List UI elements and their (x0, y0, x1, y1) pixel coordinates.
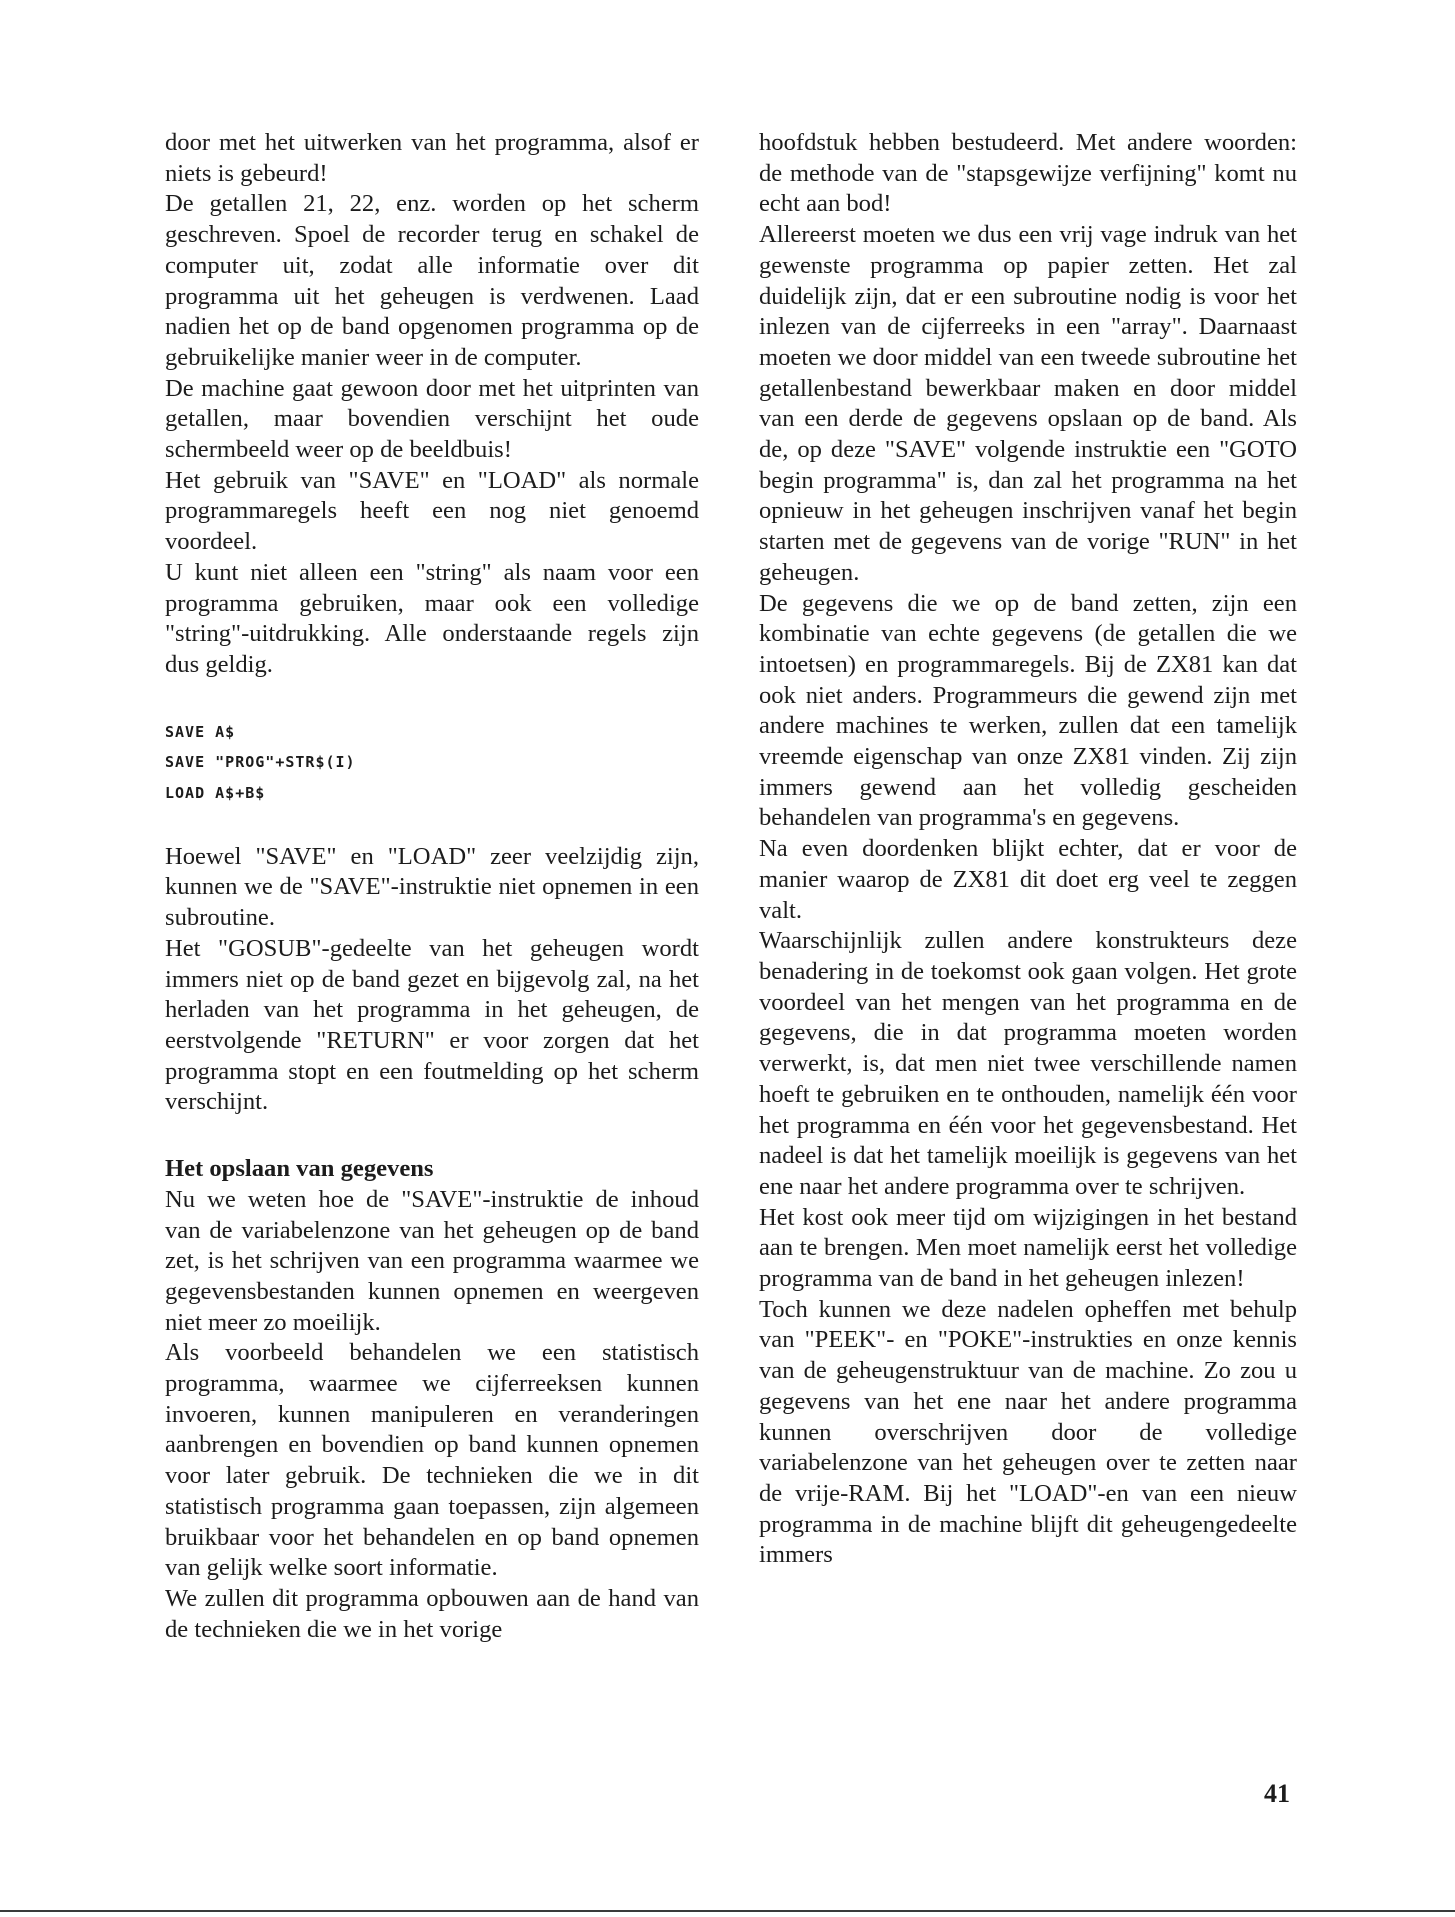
left-column (165, 128, 699, 1645)
bottom-rule (0, 1910, 1455, 1912)
paragraph: door met het uitwerken van het programma, alsof er niets is gebeurd! (165, 129, 699, 187)
code-line: SAVE "PROG"+STR$(I) (165, 753, 356, 772)
paragraph: hoofdstuk hebben bestudeerd. Met andere woorden: de methode van de "stapsgewijze verfijning" komt nu echt aan bod! (759, 129, 1297, 218)
paragraph: De machine gaat gewoon door met het uitprinten van getallen, maar bovendien verschijnt het oude schermbeeld weer op de beeldbuis! (165, 374, 699, 464)
paragraph: De getallen 21, 22, enz. worden op het scherm geschreven. Spoel de recorder terug en schakel de computer uit, zodat alle informatie over dit programma uit het geheugen is verdwenen. Laad nadien het op de band opgenomen programma op de gebruikelijke manier weer in de computer. (165, 190, 699, 371)
paragraph: We zullen dit programma opbouwen aan de hand van de technieken die we in het vorige (165, 1584, 699, 1643)
paragraph: Na even doordenken blijkt echter, dat er voor de manier waarop de ZX81 dit doet erg veel te zeggen valt. (759, 835, 1297, 924)
paragraph: Hoewel "SAVE" en "LOAD" zeer veelzijdig zijn, kunnen we de "SAVE"-instruktie niet opnemen in een subroutine. (165, 842, 699, 932)
code-line: LOAD A$+B$ (165, 784, 266, 803)
code-listing (165, 717, 699, 809)
paragraph: De gegevens die we op de band zetten, zijn een kombinatie van echte gegevens (de getallen die we intoetsen) en programmaregels. Bij de ZX81 kan dat ook niet anders. Programmeurs die gewend zijn met andere machines te werken, zullen dat een tamelijk vreemde eigenschap van onze ZX81 vinden. Zij zijn immers gewend aan het volledig gescheiden behandelen van programma's en gegevens. (759, 589, 1297, 832)
paragraph: Allereerst moeten we dus een vrij vage indruk van het gewenste programma op papier zetten. Het zal duidelijk zijn, dat er een subroutine nodig is voor het inlezen van de cijferreeks in een "array". Daarnaast moeten we door middel van een tweede subroutine het getallenbestand bewerkbaar maken en door middel van een derde de gegevens opslaan op de band. Als de, op deze "SAVE" volgende instruktie een "GOTO begin programma" is, dan zal het programma na het opnieuw in het geheugen inschrijven vanaf het begin starten met de gegevens van de vorige "RUN" in het geheugen. (759, 221, 1297, 586)
code-line: SAVE A$ (165, 722, 236, 741)
page-number: 41 (1264, 1779, 1290, 1808)
paragraph: Waarschijnlijk zullen andere konstrukteurs deze benadering in de toekomst ook gaan volgen. Het grote voordeel van het mengen van het programma en de gegevens, die in dat programma moeten worden verwerkt, is, dat men niet twee verschillende namen hoeft te gebruiken en te onthouden, namelijk één voor het programma en één voor het gegevensbestand. Het nadeel is dat het tamelijk moeilijk is gegevens van het ene naar het andere programma over te schrijven. (759, 927, 1297, 1200)
paragraph: U kunt niet alleen een "string" als naam voor een programma gebruiken, maar ook een volledige "string"-uitdrukking. Alle onderstaande regels zijn dus geldig. (165, 558, 699, 678)
paragraph: Het gebruik van "SAVE" en "LOAD" als normale programmaregels heeft een nog niet genoemd voordeel. (165, 466, 699, 556)
paragraph: Het kost ook meer tijd om wijzigingen in het bestand aan te brengen. Men moet namelijk eerst het volledige programma van de band in het geheugen inlezen! (759, 1203, 1297, 1293)
paragraph: Als voorbeeld behandelen we een statistisch programma, waarmee we cijferreeksen kunnen invoeren, kunnen manipuleren en veranderingen aanbrengen en bovendien op band kunnen opnemen voor later gebruik. De technieken die we in dit statistisch programma gaan toepassen, zijn algemeen bruikbaar voor het behandelen en op band opnemen van gelijk welke soort informatie. (165, 1339, 699, 1582)
right-column (759, 128, 1297, 1571)
paragraph: Het "GOSUB"-gedeelte van het geheugen wordt immers niet op de band gezet en bijgevolg zal, na het herladen van het programma in het geheugen, de eerstvolgende "RETURN" er voor zorgen dat het programma stopt en een foutmelding op het scherm verschijnt. (165, 934, 699, 1116)
paragraph: Toch kunnen we deze nadelen opheffen met behulp van "PEEK"- en "POKE"-instrukties en onze kennis van de geheugenstruktuur van de machine. Zo zou u gegevens van het ene naar het andere programma kunnen overschrijven door de volledige variabelenzone van het geheugen over te zetten naar de vrije-RAM. Bij het "LOAD"-en van een nieuw programma in de machine blijft dit geheugengedeelte immers (759, 1295, 1297, 1569)
section-heading: Het opslaan van gegevens (165, 1155, 434, 1183)
paragraph: Nu we weten hoe de "SAVE"-instruktie de inhoud van de variabelenzone van het geheugen op de band zet, is het schrijven van een programma waarmee we gegevensbestanden kunnen opnemen en weergeven niet meer zo moeilijk. (165, 1185, 699, 1336)
